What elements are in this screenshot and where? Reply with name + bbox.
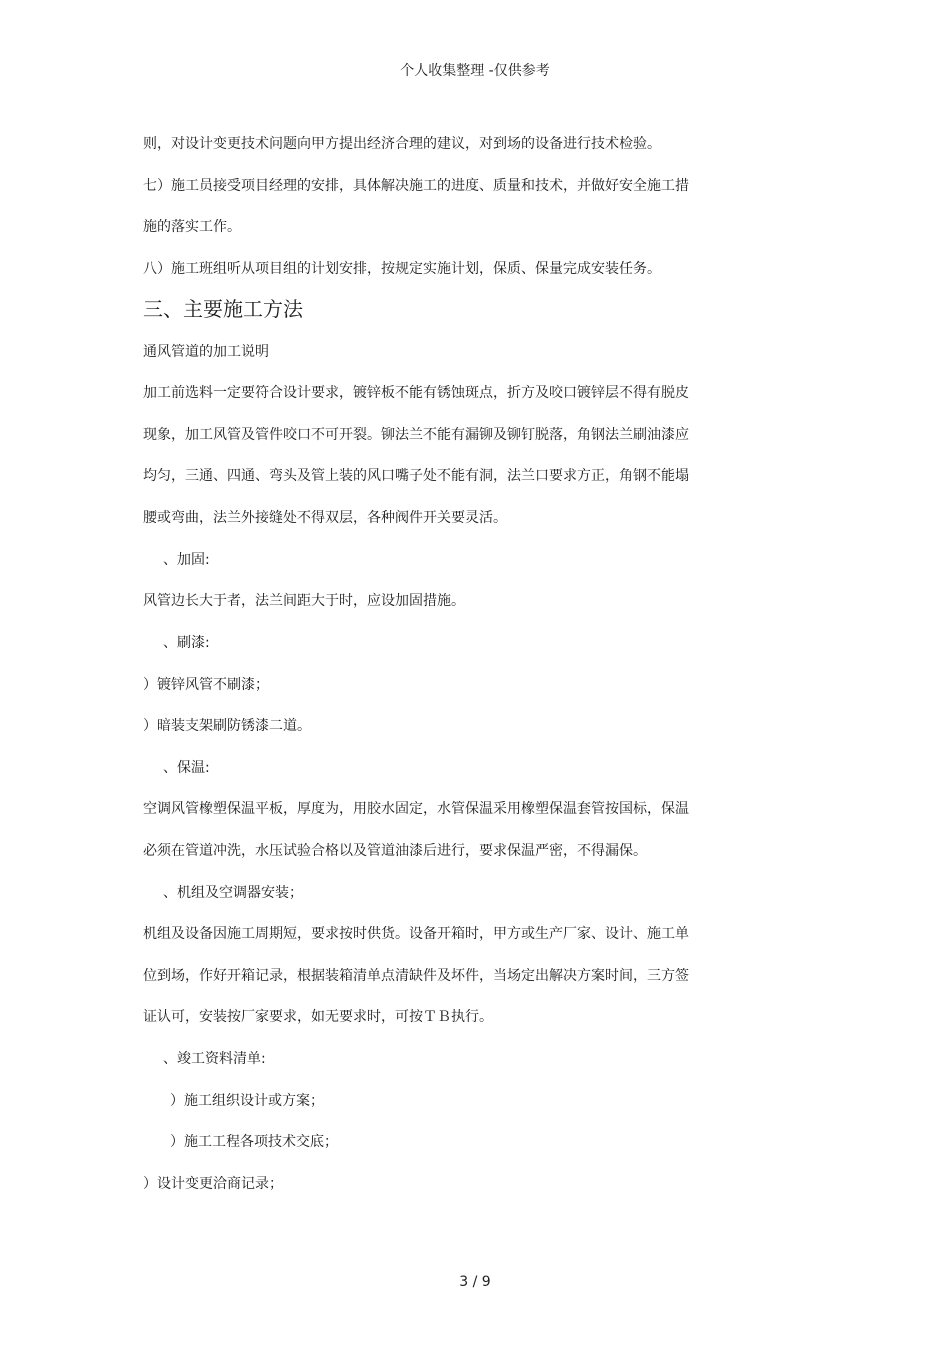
paragraph-line: 八）施工班组听从项目组的计划安排，按规定实施计划，保质、保量完成安装任务。	[143, 261, 661, 277]
paragraph-line: 空调风管橡塑保温平板，厚度为，用胶水固定，水管保温采用橡塑保温套管按国标，保温	[143, 801, 689, 817]
list-item: ）设计变更洽商记录；	[143, 1176, 283, 1192]
list-item: ）镀锌风管不刷漆；	[143, 677, 269, 693]
paragraph-line: 风管边长大于者，法兰间距大于时，应设加固措施。	[143, 593, 465, 609]
paragraph-line: 位到场，作好开箱记录，根据装箱清单点清缺件及坏件，当场定出解决方案时间，三方签	[143, 968, 689, 984]
subsection-title: 通风管道的加工说明	[143, 344, 269, 360]
list-item: ）暗装支架刷防锈漆二道。	[143, 718, 311, 734]
list-item: ）施工组织设计或方案；	[170, 1093, 324, 1109]
item-heading: 、机组及空调器安装；	[163, 885, 303, 901]
paragraph-line: 施的落实工作。	[143, 219, 241, 235]
section-heading: 三、主要施工方法	[143, 297, 303, 321]
paragraph-line: 机组及设备因施工周期短，要求按时供货。设备开箱时，甲方或生产厂家、设计、施工单	[143, 926, 689, 942]
page-header: 个人收集整理 -仅供参考	[400, 63, 550, 79]
list-item: ）施工工程各项技术交底；	[170, 1134, 338, 1150]
item-heading: 、加固:	[163, 552, 210, 568]
paragraph-line: 均匀，三通、四通、弯头及管上装的风口嘴子处不能有洞，法兰口要求方正，角钢不能塌	[143, 468, 689, 484]
paragraph-line: 七）施工员接受项目经理的安排，具体解决施工的进度、质量和技术，并做好安全施工措	[143, 178, 689, 194]
paragraph-line: 现象，加工风管及管件咬口不可开裂。铆法兰不能有漏铆及铆钉脱落，角钢法兰刷油漆应	[143, 427, 689, 443]
paragraph-line: 证认可，安装按厂家要求，如无要求时，可按ＴＢ执行。	[143, 1009, 493, 1025]
paragraph-line: 加工前选料一定要符合设计要求，镀锌板不能有锈蚀斑点，折方及咬口镀锌层不得有脱皮	[143, 385, 689, 401]
item-heading: 、保温:	[163, 760, 210, 776]
page-number: 3 / 9	[459, 1274, 491, 1290]
paragraph-line: 必须在管道冲洗，水压试验合格以及管道油漆后进行，要求保温严密，不得漏保。	[143, 843, 647, 859]
paragraph-line: 腰或弯曲，法兰外接缝处不得双层，各种阀件开关要灵活。	[143, 510, 507, 526]
item-heading: 、刷漆:	[163, 635, 210, 651]
item-heading: 、竣工资料清单:	[163, 1051, 266, 1067]
paragraph-line: 则，对设计变更技术问题向甲方提出经济合理的建议，对到场的设备进行技术检验。	[143, 136, 661, 152]
